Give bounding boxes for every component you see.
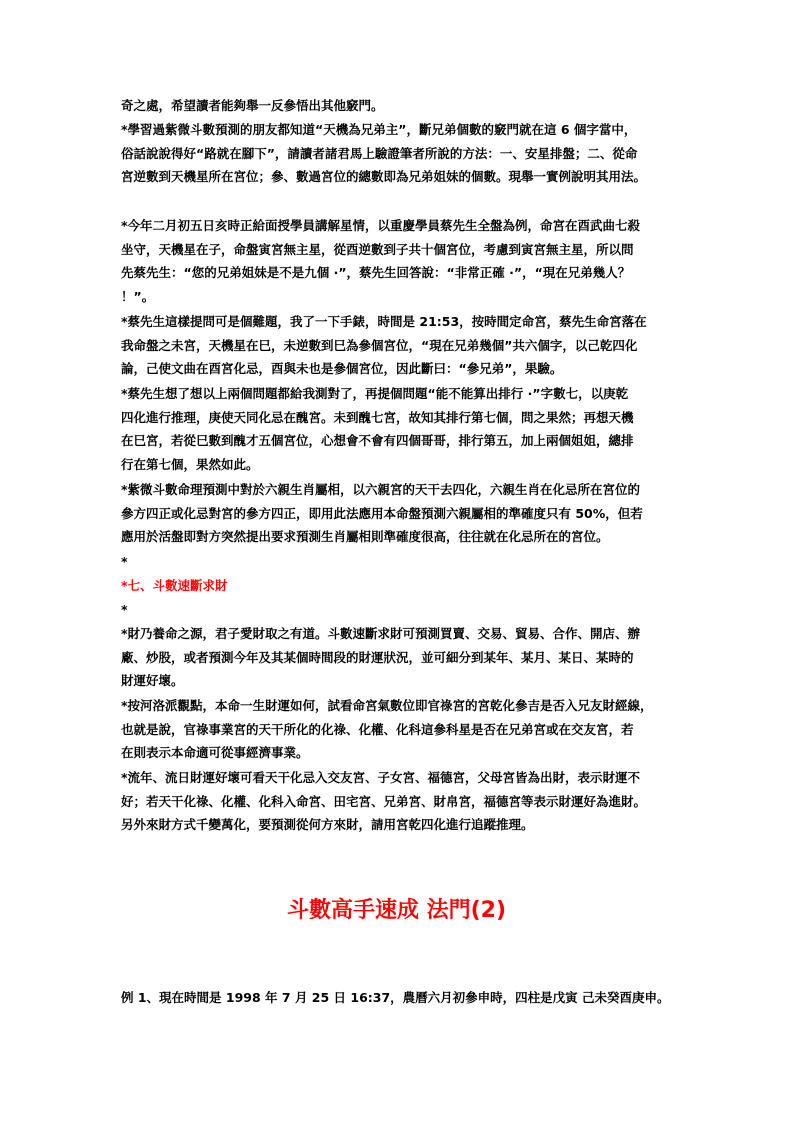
paragraph-wealth-intro: *財乃養命之源，君子愛財取之有道。斗數速斷求財可預測買賣、交易、貿易、合作、開店、辦 廠、炒股，或者預測今年及其某個時間段的財運狀況，並可細分到某年、某月、某日、某時的 財運好壞。 [121,626,641,688]
bullet-spacer: * [121,554,128,569]
bullet-spacer: * [121,602,128,617]
paragraph-heluo-view: *按河洛派觀點，本命一生財運如何，試看命宮氣數位即官祿宮的宮乾化參吉是否入兄友財經線， 也就是說，官祿事業宮的天干所化的化祿、化權、化科這參科星是否在兄弟宮或在交友宮，若 在則表示本命適可從事經濟事業。 [121,698,653,760]
paragraph-question-two: *蔡先生想了想以上兩個問題都給我測對了，再提個問題“能不能算出排行 ·”字數七，以庚乾 四化進行推理，庚使天同化忌在醜宮。未到醜七宮，故知其排行第七個，問之果然；再想天機 在巳宮，若從巳數到醜才五個宮位，心想會不會有四個哥哥，排行第五，加上兩個姐姐，總排 行在第七個，果然如此。 [121,386,634,472]
paragraph-question-one: *蔡先生這樣提問可是個難題，我了一下手錶，時間是 21:53，按時間定命宮，蔡先生命宮落在 我命盤之未宮，天機星在巳，未逆數到巳為參個宮位，“現在兄弟幾個”共六個字，以己乾四化 論，己使文曲在酉宮化忌，酉與未也是參個宮位，因此斷曰：“參兄弟”，果驗。 [121,314,647,376]
paragraph-intro-end: 奇之處，希望讀者能夠舉一反參悟出其他竅門。 [121,98,384,113]
paragraph-zodiac: *紫微斗數命理預測中對於六親生肖屬相，以六親宮的天干去四化，六親生肖在化忌所在宮位的 參方四正或化忌對宮的參方四正，即用此法應用本命盤預測六親屬相的準確度只有 50%，但若 應用於活盤即對方突然提出要求預測生肖屬相則準確度很高，往往就在化忌所在的宮位。 [121,482,643,544]
paragraph-siblings-method: *學習過紫微斗數預測的朋友都知道“天機為兄弟主”，斷兄弟個數的竅門就在這 6 個字當中， 俗話說說得好“路就在腳下”，請讀者諸君馬上驗證筆者所說的方法：一、安星排盤；二、從命 宮逆數到天機星所在宮位；參、數過宮位的總數即為兄弟姐妹的個數。現舉一實例說明其用法。 [121,122,647,184]
paragraph-example-one: 例 1、現在時間是 1998 年 7 月 25 日 16:37，農曆六月初參申時，四柱是戊寅 己未癸酉庚申。 [121,990,670,1005]
chapter-heading: 斗數高手速成 法門(2) [286,898,507,923]
section-title-wealth: *七、斗數速斷求財 [121,578,228,593]
paragraph-annual-wealth: *流年、流日財運好壞可看天干化忌入交友宮、子女宮、福德宮，父母宮皆為出財，表示財運不 好；若天干化祿、化權、化科入命宮、田宅宮、兄弟宮、財帛宮，福德宮等表示財運好為進財。 另外來財方式千變萬化，要預測從何方來財，請用宮乾四化進行追蹤推理。 [121,770,647,832]
paragraph-example-case: *今年二月初五日亥時正給面授學員講解星情，以重慶學員蔡先生全盤為例，命宮在酉武曲七殺 坐守，天機星在子，命盤寅宮無主星，從酉逆數到子共十個宮位，考慮到寅宮無主星，所以問 先蔡先生：“您的兄弟姐妹是不是九個 ·”，蔡先生回答說：“非常正確 ·”，“現在兄弟幾人？ ！”。 [121,218,641,304]
